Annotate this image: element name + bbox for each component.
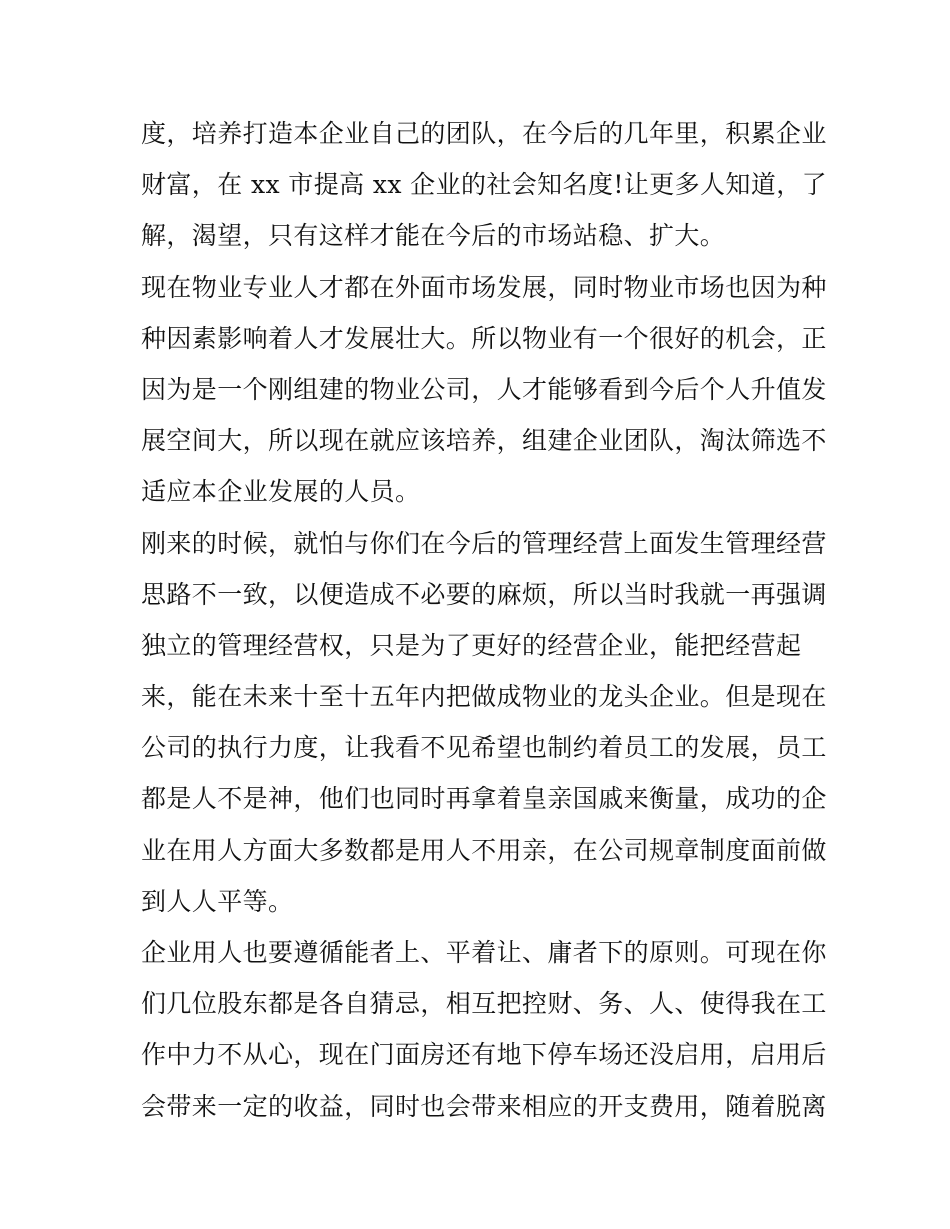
text-line: 思路不一致，以便造成不必要的麻烦，所以当时我就一再强调 <box>141 579 827 609</box>
text-line: 因为是一个刚组建的物业公司，人才能够看到今后个人升值发 <box>141 374 827 404</box>
text-line: 刚来的时候，就怕与你们在今后的管理经营上面发生管理经营 <box>141 528 827 558</box>
text-line: 适应本企业发展的人员。 <box>141 477 421 507</box>
text-line: 现在物业专业人才都在外面市场发展，同时物业市场也因为种 <box>141 272 827 302</box>
text-line: 会带来一定的收益，同时也会带来相应的开支费用，随着脱离 <box>141 1091 827 1121</box>
text-line: 度，培养打造本企业自己的团队，在今后的几年里，积累企业 <box>141 119 827 148</box>
text-line: 种因素影响着人才发展壮大。所以物业有一个很好的机会，正 <box>141 323 827 353</box>
body-text <box>141 108 828 1132</box>
text-line: 们几位股东都是各自猜忌，相互把控财、务、人、使得我在工 <box>141 989 827 1019</box>
text-line: 公司的执行力度，让我看不见希望也制约着员工的发展，员工 <box>141 733 827 763</box>
text-line: 业在用人方面大多数都是用人不用亲，在公司规章制度面前做 <box>141 835 827 865</box>
text-line: 都是人不是神，他们也同时再拿着皇亲国戚来衡量，成功的企 <box>141 784 827 814</box>
text-line: 财富，在 xx 市提高 xx 企业的社会知名度!让更多人知道，了 <box>141 170 828 200</box>
text-line: 独立的管理经营权，只是为了更好的经营企业，能把经营起 <box>141 630 802 660</box>
text-line: 作中力不从心，现在门面房还有地下停车场还没启用，启用后 <box>141 1040 827 1070</box>
text-line: 来，能在未来十至十五年内把做成物业的龙头企业。但是现在 <box>141 682 827 712</box>
text-line: 到人人平等。 <box>141 886 294 916</box>
text-line: 解，渴望，只有这样才能在今后的市场站稳、扩大。 <box>141 221 726 251</box>
text-line: 展空间大，所以现在就应该培养，组建企业团队，淘汰筛选不 <box>141 426 827 456</box>
text-line: 企业用人也要遵循能者上、平着让、庸者下的原则。可现在你 <box>141 938 827 967</box>
